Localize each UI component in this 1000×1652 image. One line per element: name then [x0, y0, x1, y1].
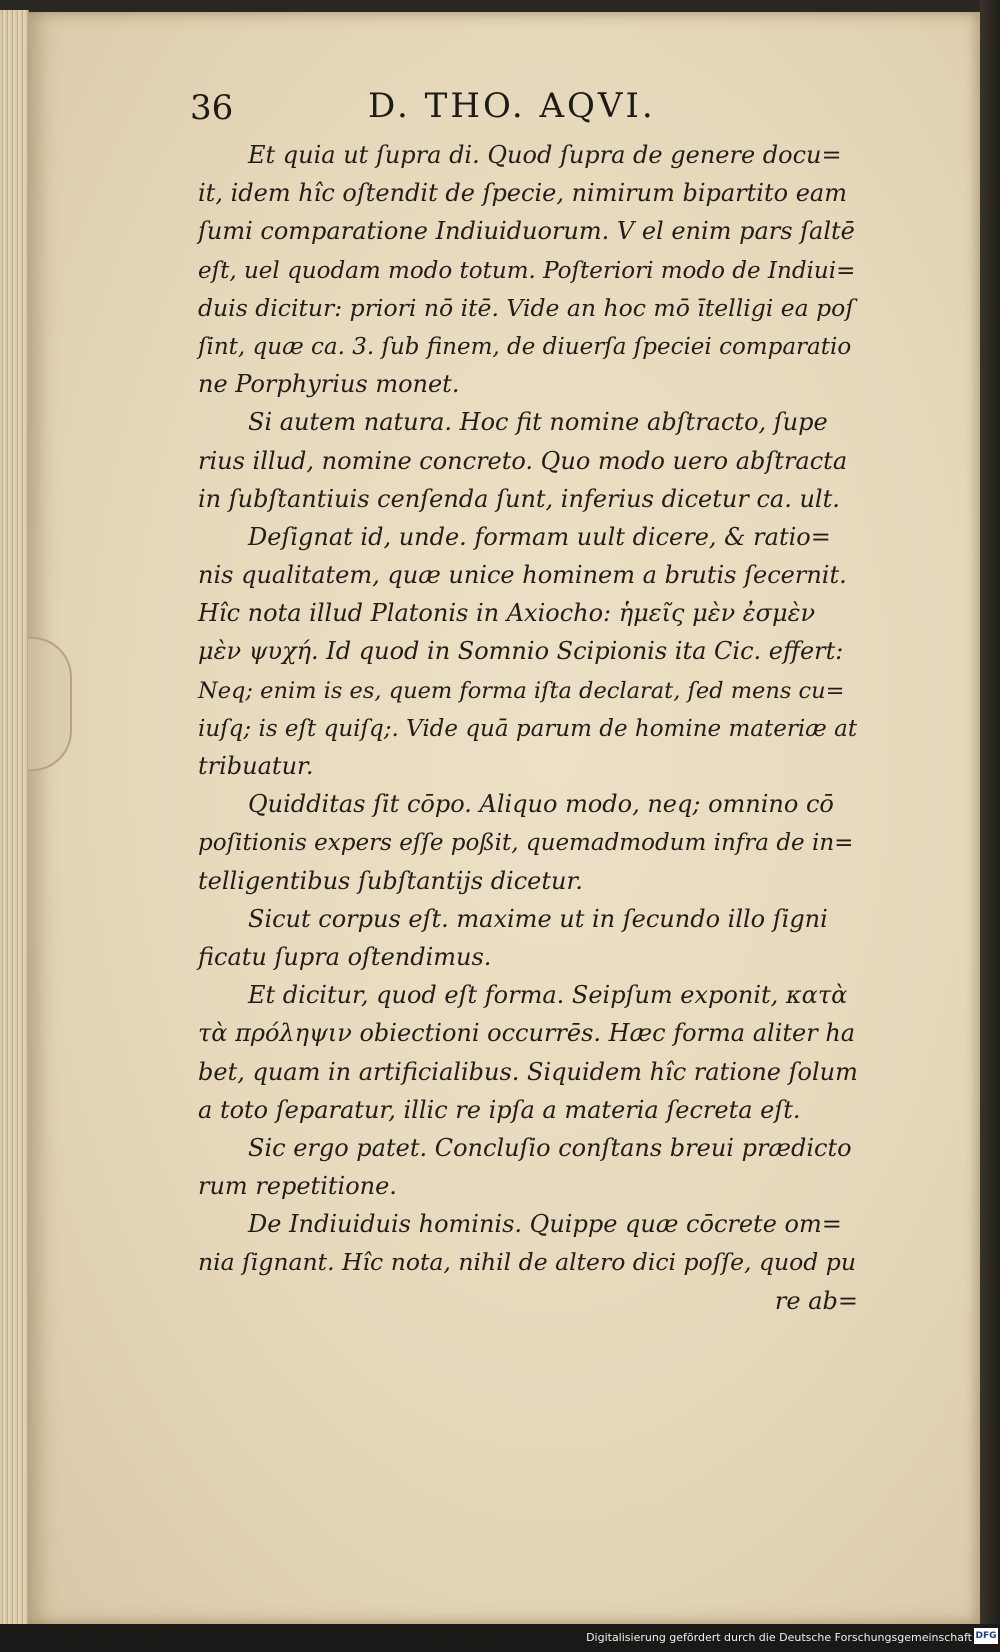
text-line: τὰ πρόληψιν obiectioni occurrēs. Hæc forma aliter ha — [198, 1019, 856, 1048]
text-line: Et quia ut ſupra di. Quod ſupra de genere docu= — [248, 141, 842, 169]
text-line: De Indiuiduis hominis. Quippe quæ cōcrete om= — [248, 1210, 842, 1239]
text-line: eſt, uel quodam modo totum. Poſteriori modo de Indiui= — [198, 257, 856, 284]
book-fore-edge — [0, 10, 29, 1625]
text-line: Quidditas ſit cōpo. Aliquo modo, neq; omnino cō — [248, 790, 834, 819]
text-line: bet, quam in artificialibus. Siquidem hîc ratione ſolum — [198, 1057, 858, 1086]
commentary-text — [198, 136, 858, 1320]
dfg-logo: DFG — [974, 1628, 998, 1644]
text-line: Hîc nota illud Platonis in Axiocho: ἡμεῖς μὲν ἐσμὲν — [198, 599, 816, 628]
text-line: iuſq; is eſt quiſq;. Vide quā parum de homine materiæ at — [198, 715, 858, 742]
page-clip-mark — [28, 637, 72, 771]
text-line: telligentibus ſubſtantijs dicetur. — [198, 866, 583, 895]
text-line: Sic ergo patet. Concluſio conſtans breui prædicto — [248, 1133, 852, 1162]
running-head: D. THO. AQVI. — [368, 86, 656, 126]
text-line: ne Porphyrius monet. — [198, 370, 460, 399]
text-line: tribuatur. — [198, 752, 314, 780]
text-line: μὲν ψυχή. Id quod in Somnio Scipionis ita Cic. effert: — [198, 637, 844, 666]
funding-note: Digitalisierung gefördert durch die Deutsche Forschungsgemeinschaft — [586, 1631, 972, 1644]
page-number: 36 — [190, 88, 234, 128]
text-line: rius illud, nomine concreto. Quo modo uero abſtracta — [198, 446, 848, 475]
text-line: a toto ſeparatur, illic re ipſa a materia ſecreta eſt. — [198, 1095, 801, 1124]
text-line: ſint, quæ ca. 3. ſub finem, de diuerſa ſpeciei comparatio — [198, 333, 852, 360]
text-line: ficatu ſupra oſtendimus. — [198, 942, 492, 971]
text-line: Sicut corpus eſt. maxime ut in ſecundo illo ſigni — [248, 904, 828, 933]
scanner-edge — [980, 0, 1000, 1652]
text-line: in ſubſtantiuis cenſenda ſunt, inferius dicetur ca. ult. — [198, 484, 840, 513]
text-line: poſitionis expers eſſe poßit, quemadmodum infra de in= — [198, 830, 854, 857]
text-line: ſumi comparatione Indiuiduorum. V el enim pars ſaltē — [198, 217, 855, 246]
text-line: it, idem hîc oſtendit de ſpecie, nimirum bipartito eam — [198, 179, 847, 208]
text-line: duis dicitur: priori nō itē. Vide an hoc mō ītelligi ea poſ — [198, 293, 855, 322]
text-line: nia ſignant. Hîc nota, nihil de altero dici poſſe, quod pu — [198, 1248, 856, 1277]
text-line: nis qualitatem, quæ unice hominem a brutis ſecernit. — [198, 561, 847, 590]
text-line: rum repetitione. — [198, 1172, 397, 1201]
text-line: Et dicitur, quod eſt forma. Seipſum exponit, κατὰ — [248, 981, 848, 1010]
catchword: re ab= — [774, 1286, 858, 1315]
text-line: Deſignat id, unde. formam uult dicere, & ratio= — [248, 522, 831, 551]
text-line: Si autem natura. Hoc fit nomine abſtracto, ſupe — [248, 408, 828, 437]
text-line: Neq; enim is es, quem forma iſta declarat, ſed mens cu= — [198, 677, 845, 704]
